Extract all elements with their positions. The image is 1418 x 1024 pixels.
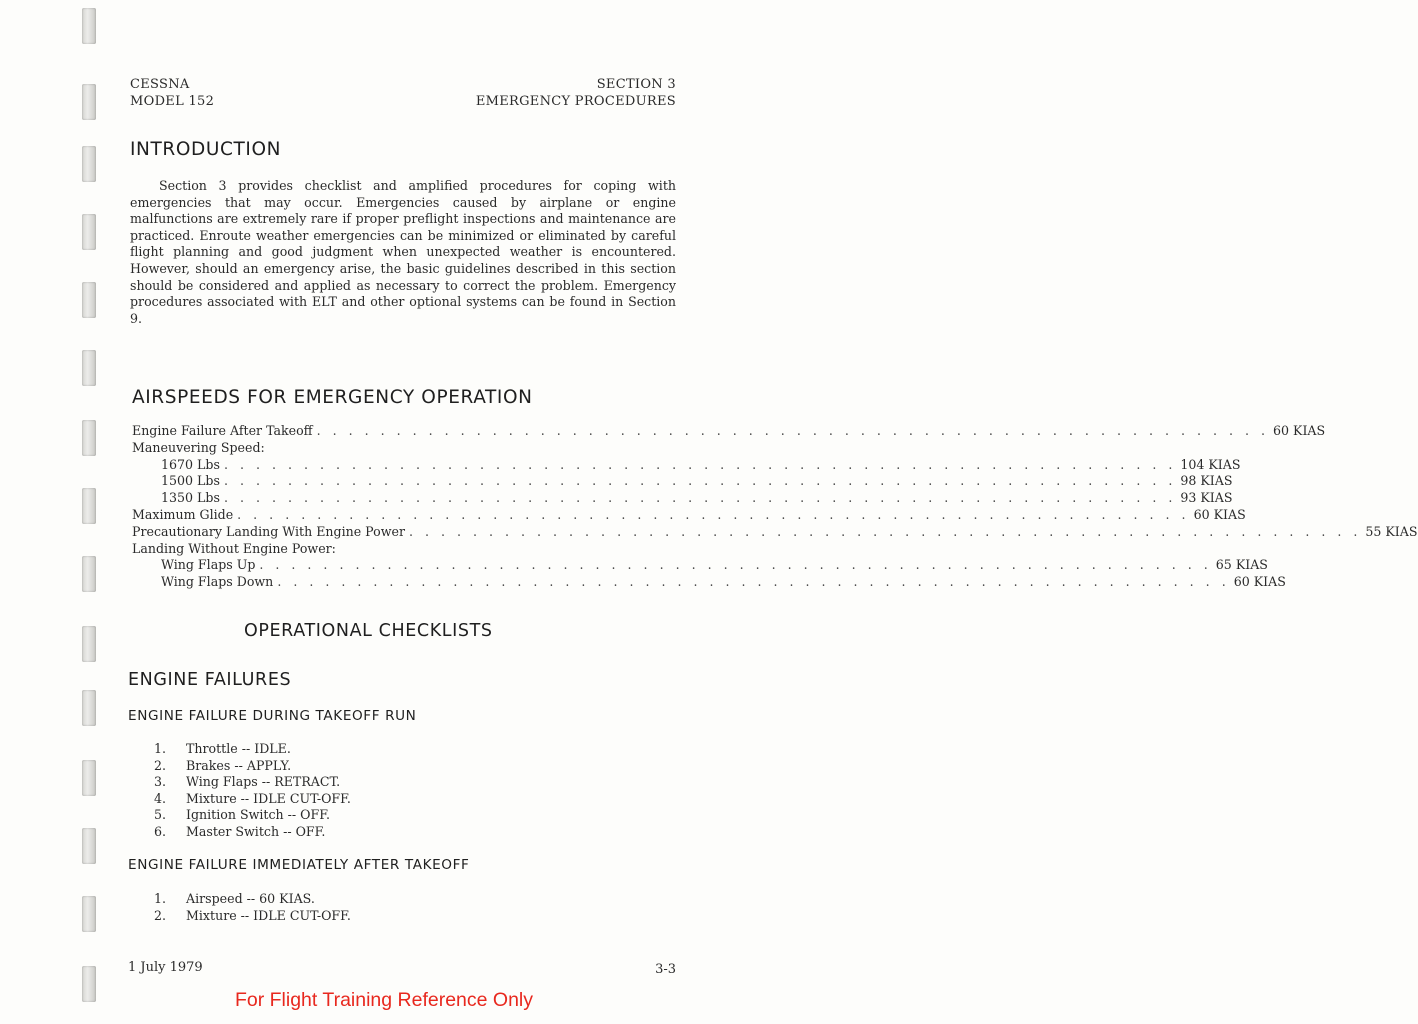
airspeed-value: 60 KIAS xyxy=(1273,423,1326,438)
binding-hole xyxy=(82,690,96,726)
after-takeoff-subheading: ENGINE FAILURE IMMEDIATELY AFTER TAKEOFF xyxy=(128,857,470,873)
dot-leader: . . . . . . . . . . . . . . . . . . . . . . . . . . . . . . . . . . . . . . . . . . . . . . . . . . . . . . . . . . . . xyxy=(223,490,1177,506)
airspeed-row xyxy=(132,574,1286,591)
airspeed-row xyxy=(132,506,1246,524)
step-number: 2. xyxy=(154,757,167,773)
checklist-step xyxy=(154,758,351,775)
dot-leader: . . . . . . . . . . . . . . . . . . . . . . . . . . . . . . . . . . . . . . . . . . . . . . . . . . . . . . . . . . . . xyxy=(316,423,1270,438)
checklist-step xyxy=(154,807,351,824)
binding-hole xyxy=(82,760,96,796)
footer-date: 1 July 1979 xyxy=(128,960,203,975)
airspeed-label: 1350 Lbs xyxy=(161,490,220,506)
checklist-step xyxy=(154,741,351,758)
airspeeds-table xyxy=(132,423,1418,591)
step-number: 1. xyxy=(154,891,167,906)
binding-hole xyxy=(82,84,96,120)
airspeed-value: 93 KIAS xyxy=(1180,490,1233,506)
checklist-step xyxy=(154,824,351,841)
engine-failures-heading: ENGINE FAILURES xyxy=(128,670,292,690)
airspeed-label: Landing Without Engine Power: xyxy=(132,540,336,556)
airspeed-label: Wing Flaps Down xyxy=(161,574,274,590)
airspeed-value: 55 KIAS xyxy=(1365,523,1418,539)
header-left xyxy=(130,76,214,110)
step-text: Mixture -- IDLE CUT-OFF. xyxy=(186,907,351,923)
airspeed-row xyxy=(132,456,1241,474)
step-text: Master Switch -- OFF. xyxy=(186,823,326,839)
airspeed-row xyxy=(132,440,676,457)
binding-holes xyxy=(0,0,110,1024)
binding-hole xyxy=(82,420,96,456)
checklist-step xyxy=(154,908,351,925)
step-number: 1. xyxy=(154,741,167,756)
step-number: 6. xyxy=(154,823,167,839)
airspeed-row xyxy=(132,423,1326,440)
binding-hole xyxy=(82,146,96,182)
header-manufacturer: CESSNA xyxy=(130,77,190,92)
checklist-step xyxy=(154,891,351,908)
step-number: 2. xyxy=(154,907,167,923)
airspeed-value: 60 KIAS xyxy=(1193,506,1246,522)
airspeed-label: Engine Failure After Takeoff xyxy=(132,423,313,438)
binding-hole xyxy=(82,350,96,386)
footer-page-number: 3-3 xyxy=(655,962,676,977)
airspeed-value: 60 KIAS xyxy=(1233,574,1286,590)
takeoff-run-subheading: ENGINE FAILURE DURING TAKEOFF RUN xyxy=(128,708,417,724)
airspeed-row xyxy=(132,473,1233,490)
dot-leader: . . . . . . . . . . . . . . . . . . . . . . . . . . . . . . . . . . . . . . . . . . . . . . . . . . . . . . . . . . . . xyxy=(259,557,1212,573)
step-text: Wing Flaps -- RETRACT. xyxy=(186,774,341,789)
step-text: Brakes -- APPLY. xyxy=(186,757,292,773)
step-number: 5. xyxy=(154,807,167,822)
airspeeds-heading: AIRSPEEDS FOR EMERGENCY OPERATION xyxy=(132,387,533,408)
airspeed-label: 1670 Lbs xyxy=(161,456,220,472)
airspeed-label: Wing Flaps Up xyxy=(161,557,256,573)
dot-leader: . . . . . . . . . . . . . . . . . . . . . . . . . . . . . . . . . . . . . . . . . . . . . . . . . . . . . . . . . . . . xyxy=(237,506,1190,522)
step-text: Ignition Switch -- OFF. xyxy=(186,807,330,822)
takeoff-run-checklist xyxy=(154,741,351,840)
binding-hole xyxy=(82,488,96,524)
binding-hole xyxy=(82,828,96,864)
airspeed-value: 104 KIAS xyxy=(1180,456,1241,472)
binding-hole xyxy=(82,626,96,662)
dot-leader: . . . . . . . . . . . . . . . . . . . . . . . . . . . . . . . . . . . . . . . . . . . . . . . . . . . . . . . . . . . . xyxy=(408,523,1362,539)
binding-hole xyxy=(82,8,96,44)
introduction-heading: INTRODUCTION xyxy=(130,139,282,160)
watermark-text: For Flight Training Reference Only xyxy=(234,989,534,1011)
airspeed-row xyxy=(132,541,676,558)
step-text: Airspeed -- 60 KIAS. xyxy=(186,891,315,906)
binding-hole xyxy=(82,556,96,592)
airspeed-value: 65 KIAS xyxy=(1215,557,1268,573)
introduction-paragraph: Section 3 provides checklist and amplified procedures for coping with emergencies that may occur. Emergencies caused by airplane or engine malfunctions are extremely rare if proper preflight inspections and maintenance are practiced. Enroute weather emergencies can be minimized or eliminated by careful flight planning and good judgment when unexpected weather is encountered. However, should an emergency arise, the basic guidelines described in this section should be considered and applied as necessary to correct the problem. Emergency procedures associated with ELT and other optional systems can be found in Section 9. xyxy=(130,178,676,326)
dot-leader: . . . . . . . . . . . . . . . . . . . . . . . . . . . . . . . . . . . . . . . . . . . . . . . . . . . . . . . . . . . . xyxy=(223,456,1177,472)
operational-checklists-heading: OPERATIONAL CHECKLISTS xyxy=(244,621,493,641)
checklist-step xyxy=(154,774,351,791)
airspeed-label: Maximum Glide xyxy=(132,506,234,522)
airspeed-label: Maneuvering Speed: xyxy=(132,439,265,455)
airspeed-row xyxy=(132,490,1233,507)
airspeed-label: 1500 Lbs xyxy=(161,473,220,489)
binding-hole xyxy=(82,896,96,932)
airspeed-row xyxy=(132,523,1418,541)
step-text: Mixture -- IDLE CUT-OFF. xyxy=(186,790,351,806)
airspeed-label: Precautionary Landing With Engine Power xyxy=(132,523,405,539)
header-section: SECTION 3 xyxy=(596,77,676,92)
dot-leader: . . . . . . . . . . . . . . . . . . . . . . . . . . . . . . . . . . . . . . . . . . . . . . . . . . . . . . . . . . . . xyxy=(277,574,1230,590)
checklist-step xyxy=(154,791,351,808)
step-number: 4. xyxy=(154,790,167,806)
header-right xyxy=(476,76,676,110)
header-model: MODEL 152 xyxy=(130,94,215,109)
step-text: Throttle -- IDLE. xyxy=(186,741,291,756)
airspeed-row xyxy=(132,557,1268,574)
binding-hole xyxy=(82,214,96,250)
binding-hole xyxy=(82,282,96,318)
header-section-title: EMERGENCY PROCEDURES xyxy=(475,94,676,109)
after-takeoff-checklist xyxy=(154,891,351,924)
dot-leader: . . . . . . . . . . . . . . . . . . . . . . . . . . . . . . . . . . . . . . . . . . . . . . . . . . . . . . . . . . . . xyxy=(223,473,1177,489)
airspeed-value: 98 KIAS xyxy=(1180,473,1233,489)
manual-page xyxy=(128,0,1418,1024)
step-number: 3. xyxy=(154,774,167,789)
